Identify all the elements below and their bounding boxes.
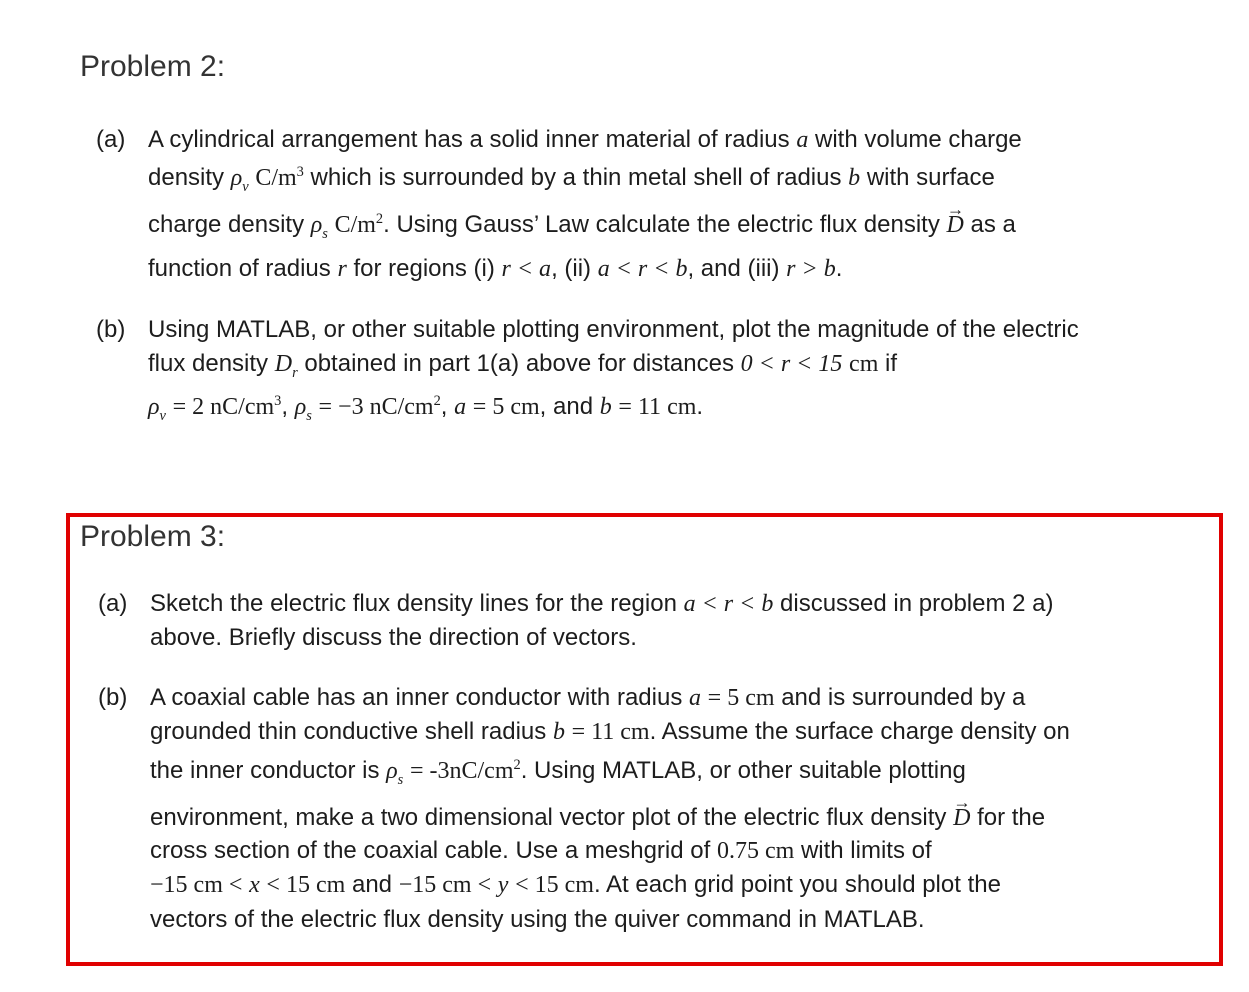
problem-3a-line-2: above. Briefly discuss the direction of vectors.	[150, 624, 637, 651]
problem-3b-line-4: environment, make a two dimensional vector plot of the electric flux density → D for the	[150, 804, 1045, 832]
problem-3b-line-7: vectors of the electric flux density using the quiver command in MATLAB.	[150, 906, 925, 933]
problem-2a-line-2: density $\rho_v$ $C/m^3$ which is surrounded by a thin metal shell of radius b with surface	[148, 164, 995, 195]
problem-2b-line-1: Using MATLAB, or other suitable plotting environment, plot the magnitude of the electric	[148, 316, 1079, 343]
problem-2b-line-2: flux density $D_r$ obtained in part 1(a) above for distances 0 < r < 15 cm if	[148, 350, 898, 381]
problem-2b-line-3: $\rho_v = 2$ $nC/cm^3$, $\rho_s = -3$ $nC/cm^2$, a = 5 cm, and b = 11 cm.	[148, 393, 704, 424]
problem-2-heading: Problem 2:	[80, 50, 226, 83]
problem-3a-line-1: Sketch the electric flux density lines for the region a < r < b discussed in problem 2 a)	[150, 590, 1054, 617]
problem-2b-label: (b)	[96, 316, 126, 343]
problem-3-heading: Problem 3:	[80, 520, 226, 553]
problem-3b-line-6: −15 cm < x < 15 cm and −15 cm < y < 15 cm. At each grid point you should plot the	[150, 871, 1001, 898]
problem-3b-line-3: the inner conductor is $\rho_s = -3nC/cm^2$. Using MATLAB, or other suitable plotting	[150, 757, 966, 788]
problem-3a-label: (a)	[98, 590, 128, 617]
problem-2a-line-3: charge density $\rho_s$ $C/m^2$. Using Gauss’ Law calculate the electric flux density → D as a	[148, 211, 1016, 239]
problem-3b-line-5: cross section of the coaxial cable. Use a meshgrid of 0.75 cm with limits of	[150, 837, 932, 864]
problem-3b-line-2: grounded thin conductive shell radius b = 11 cm. Assume the surface charge density on	[150, 718, 1070, 745]
problem-3b-line-1: A coaxial cable has an inner conductor with radius a = 5 cm and is surrounded by a	[150, 684, 1026, 711]
problem-2a-label: (a)	[96, 126, 126, 153]
problem-2-reference: problem 2	[918, 590, 1026, 617]
problem-2a-line-4: function of radius r for regions (i) r < a, (ii) a < r < b, and (iii) r > b.	[148, 255, 843, 282]
vector-d-symbol: → D	[953, 805, 970, 832]
problem-3b-label: (b)	[98, 684, 128, 711]
vector-d-symbol: → D	[947, 212, 964, 239]
problem-2a-line-1: A cylindrical arrangement has a solid inner material of radius a with volume charge	[148, 126, 1022, 153]
